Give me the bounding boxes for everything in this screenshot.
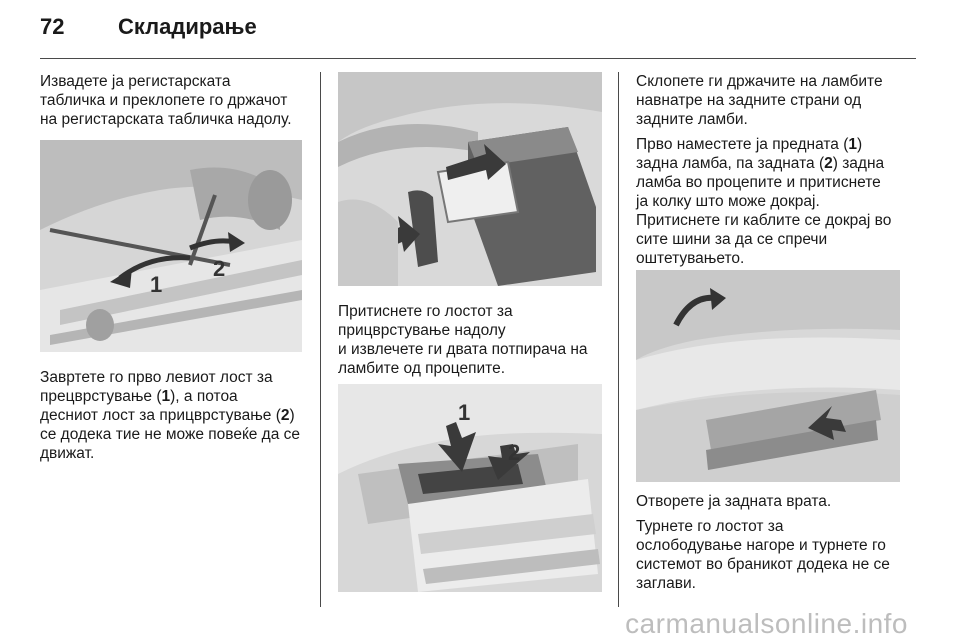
- figure-plate-holder-levers: [40, 140, 302, 352]
- ref-lever-1: 1: [161, 388, 171, 405]
- instruction-open-tailgate: Отворете ја задната врата.: [636, 493, 832, 510]
- figure-lamp-supports: [338, 384, 602, 592]
- instruction-press-lock-lever: Притиснете го лостот за прицврстување надолу и извлечете ги двата потпирача на ламбите од процепите.: [338, 303, 588, 377]
- figure2-callout-1: 1: [458, 400, 471, 425]
- ref-front-lamp: 1: [848, 136, 858, 153]
- column-divider-1: [320, 72, 321, 607]
- page-number: 72: [40, 14, 65, 39]
- column-1-lower: [40, 368, 302, 463]
- figure-bumper-insert: [636, 270, 900, 482]
- page-header: [40, 14, 257, 50]
- column-divider-2: [618, 72, 619, 607]
- figure-lock-lever: [338, 72, 602, 286]
- watermark: carmanualsonline.info: [625, 608, 908, 639]
- instruction-remove-plate: Извадете ја регистарската табличка и преклопете го држачот на регистарската табличка надолу.: [40, 73, 292, 128]
- column-1: [40, 72, 302, 129]
- instruction-turn-levers: Завртете го прво левиот лост за прецврстување (1), а потоа десниот лост за прицврстување (2) се додека тие не може повеќе да се движат.: [40, 369, 301, 462]
- ref-lever-2: 2: [280, 407, 290, 424]
- section-title: Складирање: [118, 14, 257, 39]
- column-3: [636, 72, 904, 268]
- column-2-text: [338, 302, 604, 378]
- figure1-callout-2: 2: [213, 256, 226, 281]
- column-3-lower: [636, 492, 904, 593]
- instruction-push-release-lever: Турнете го лостот за ослободување нагоре и турнете го системот во браникот додека не се заглави.: [636, 518, 890, 592]
- ref-rear-lamp: 2: [824, 155, 833, 172]
- instruction-fit-lamps: Прво наместете ја предната (1) задна ламба, па задната (2) задна ламба во процепите и притиснете ја колку што може докрај. Притиснете ги каблите се докрај во сите шини за да се спречи оштетувањето.: [636, 136, 892, 267]
- header-rule: [40, 58, 916, 59]
- figure2-callout-2: 2: [508, 440, 521, 465]
- figure1-callout-1: 1: [150, 272, 163, 297]
- instruction-fold-holders: Склопете ги држачите на ламбите навнатре на задните страни од задните ламби.: [636, 73, 883, 128]
